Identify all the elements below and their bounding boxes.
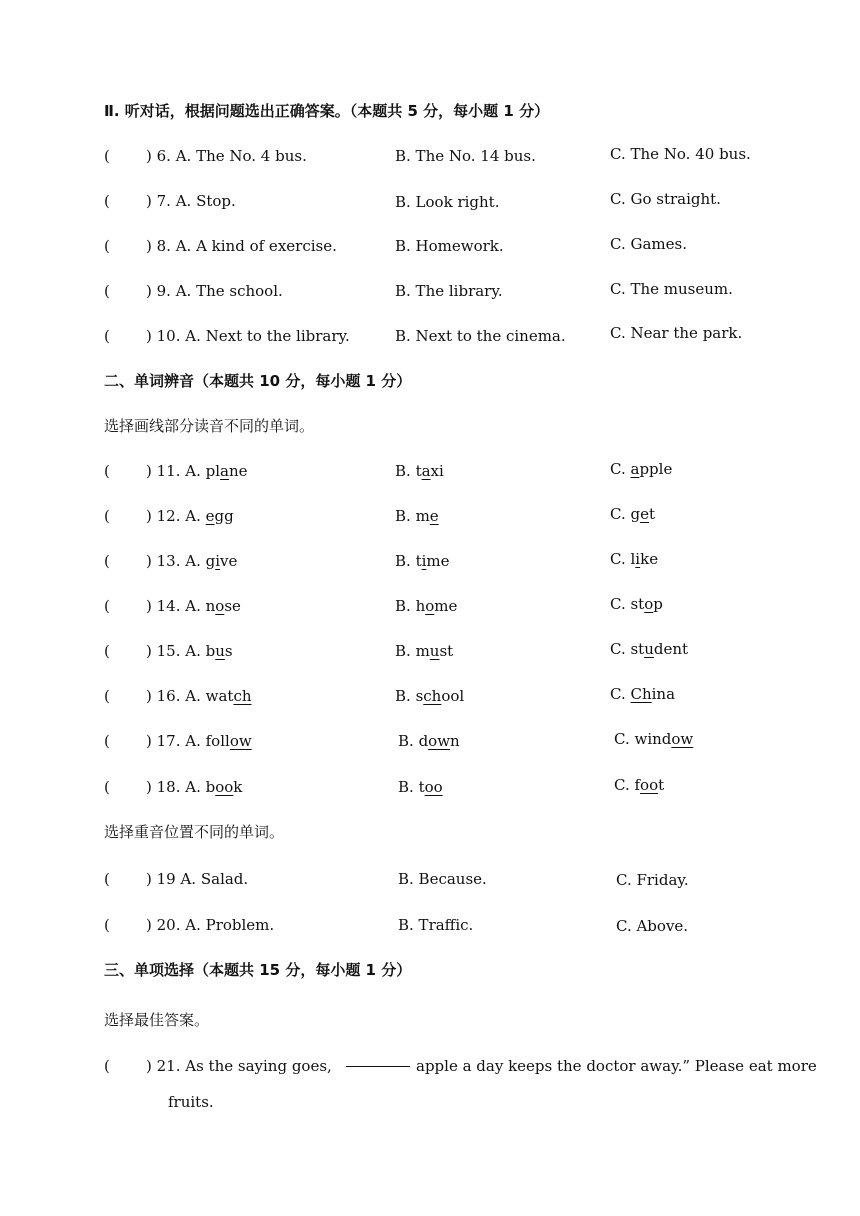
- answer-paren: (: [104, 916, 110, 934]
- underlined-letters: ch: [423, 687, 442, 705]
- question-text-cont: [340, 1056, 817, 1076]
- underlined-letters: Ch: [630, 685, 652, 703]
- answer-paren: (: [104, 462, 110, 480]
- instruction-phonics: 选择画线部分读音不同的单词。: [104, 417, 315, 435]
- question-option-c: C. The museum.: [610, 280, 733, 298]
- question-option-a: ) 20. A. Problem.: [146, 916, 275, 934]
- option-word: egg: [205, 507, 234, 525]
- answer-paren: (: [104, 778, 110, 796]
- question-option-a: ) 16. A. watch: [146, 687, 252, 705]
- answer-paren: (: [104, 597, 110, 615]
- question-option-c: C. like: [610, 550, 659, 568]
- question-option-b: B. down: [398, 732, 460, 750]
- answer-paren: (: [104, 507, 110, 525]
- question-option-c: C. student: [610, 640, 689, 658]
- question-option-a: ) 12. A. egg: [146, 507, 234, 525]
- question-text-wrap: fruits.: [168, 1093, 214, 1111]
- option-word: taxi: [415, 462, 444, 480]
- underlined-letters: a: [630, 460, 640, 478]
- phonics-row: [104, 686, 252, 706]
- question-option-b: B. taxi: [395, 462, 444, 480]
- question-row: [104, 869, 249, 889]
- question-option-b: B. The No. 14 bus.: [395, 147, 536, 165]
- question-row: [104, 915, 275, 935]
- underlined-letters: oo: [424, 778, 443, 796]
- question-text: ) 21. As the saying goes,: [146, 1057, 332, 1075]
- question-option-b: B. must: [395, 642, 454, 660]
- question-option-a: ) 19 A. Salad.: [146, 870, 249, 888]
- question-option-c: C. get: [610, 505, 656, 523]
- question-option-a: ) 10. A. Next to the library.: [146, 327, 350, 345]
- underlined-letters: o: [215, 597, 225, 615]
- question-option-c: C. window: [614, 730, 694, 748]
- question-row: [104, 1056, 332, 1076]
- underlined-letters: i: [215, 552, 221, 570]
- underlined-letters: oo: [640, 776, 659, 794]
- question-option-c: C. apple: [610, 460, 673, 478]
- question-option-a: ) 17. A. follow: [146, 732, 252, 750]
- question-option-a: ) 8. A. A kind of exercise.: [146, 237, 337, 255]
- question-option-b: B. The library.: [395, 282, 503, 300]
- phonics-row: [104, 731, 252, 751]
- question-option-c: C. Go straight.: [610, 190, 721, 208]
- question-row: [104, 326, 350, 346]
- question-option-b: B. time: [395, 552, 450, 570]
- question-option-b: B. too: [398, 778, 443, 796]
- question-option-c: C. Near the park.: [610, 324, 743, 342]
- question-row: [104, 146, 307, 166]
- answer-paren: (: [104, 870, 110, 888]
- option-word: foot: [634, 776, 665, 794]
- question-option-b: B. Traffic.: [398, 916, 474, 934]
- question-option-a: ) 7. A. Stop.: [146, 192, 236, 210]
- section-heading-phonics: 二、单词辨音（本题共 10 分，每小题 1 分）: [104, 372, 412, 390]
- answer-paren: (: [104, 552, 110, 570]
- underlined-letters: i: [421, 552, 427, 570]
- answer-paren: (: [104, 642, 110, 660]
- option-word: home: [415, 597, 458, 615]
- underlined-letters: ow: [428, 732, 451, 750]
- question-option-a: ) 11. A. plane: [146, 462, 248, 480]
- question-option-c: C. China: [610, 685, 676, 703]
- phonics-row: [104, 506, 234, 526]
- question-option-a: ) 9. A. The school.: [146, 282, 283, 300]
- answer-paren: (: [104, 237, 110, 255]
- option-word: China: [630, 685, 676, 703]
- question-option-a: ) 6. A. The No. 4 bus.: [146, 147, 307, 165]
- option-word: apple: [630, 460, 673, 478]
- question-option-c: C. The No. 40 bus.: [610, 145, 751, 163]
- question-text-rest: apple a day keeps the doctor away.” Please eat more: [416, 1057, 817, 1075]
- underlined-letters: ow: [671, 730, 694, 748]
- question-option-b: B. school: [395, 687, 465, 705]
- phonics-row: [104, 551, 238, 571]
- underlined-letters: a: [421, 462, 431, 480]
- phonics-row: [104, 596, 241, 616]
- phonics-row: [104, 641, 233, 661]
- question-row: [104, 281, 283, 301]
- question-option-b: B. home: [395, 597, 458, 615]
- question-option-b: B. Because.: [398, 870, 487, 888]
- underlined-letters: i: [635, 550, 641, 568]
- underlined-letters: o: [644, 595, 654, 613]
- option-word: school: [415, 687, 465, 705]
- phonics-row: [104, 777, 243, 797]
- section-heading-single-choice: 三、单项选择（本题共 15 分，每小题 1 分）: [104, 961, 412, 979]
- underlined-letters: ow: [229, 732, 252, 750]
- option-word: get: [630, 505, 656, 523]
- question-option-c: C. Above.: [616, 917, 689, 935]
- option-word: book: [205, 778, 243, 796]
- answer-paren: (: [104, 192, 110, 210]
- answer-paren: (: [104, 732, 110, 750]
- question-option-c: C. Friday.: [616, 871, 689, 889]
- answer-paren: (: [104, 687, 110, 705]
- question-row: [104, 236, 337, 256]
- question-option-c: C. foot: [614, 776, 665, 794]
- question-option-c: C. Games.: [610, 235, 687, 253]
- question-option-a: ) 15. A. bus: [146, 642, 233, 660]
- answer-paren: (: [104, 282, 110, 300]
- option-word: time: [415, 552, 450, 570]
- underlined-letters: ch: [233, 687, 252, 705]
- option-word: follow: [205, 732, 252, 750]
- answer-blank: [346, 1066, 410, 1067]
- underlined-letters: u: [215, 642, 225, 660]
- section-heading-listening: Ⅱ. 听对话，根据问题选出正确答案。（本题共 5 分，每小题 1 分）: [104, 102, 550, 120]
- option-word: nose: [205, 597, 241, 615]
- phonics-row: [104, 461, 248, 481]
- underlined-letters: a: [220, 462, 229, 480]
- question-option-c: C. stop: [610, 595, 663, 613]
- option-word: stop: [630, 595, 663, 613]
- question-option-a: ) 13. A. give: [146, 552, 238, 570]
- answer-paren: (: [104, 327, 110, 345]
- option-word: me: [415, 507, 439, 525]
- question-row: [104, 191, 236, 211]
- answer-paren: (: [104, 147, 110, 165]
- option-word: down: [418, 732, 460, 750]
- instruction-single-choice: 选择最佳答案。: [104, 1011, 210, 1029]
- answer-paren: (: [104, 1057, 110, 1075]
- option-word: like: [630, 550, 659, 568]
- question-option-b: B. me: [395, 507, 439, 525]
- option-word: bus: [205, 642, 233, 660]
- question-option-b: B. Homework.: [395, 237, 504, 255]
- option-word: window: [634, 730, 694, 748]
- instruction-stress: 选择重音位置不同的单词。: [104, 823, 285, 841]
- underlined-letters: e: [429, 507, 439, 525]
- question-option-b: B. Next to the cinema.: [395, 327, 566, 345]
- option-word: must: [415, 642, 454, 660]
- underlined-letters: o: [425, 597, 435, 615]
- question-option-a: ) 18. A. book: [146, 778, 243, 796]
- underlined-letters: u: [429, 642, 440, 660]
- question-option-a: ) 14. A. nose: [146, 597, 241, 615]
- underlined-letters: oo: [215, 778, 234, 796]
- underlined-letters: e: [205, 507, 215, 525]
- question-option-b: B. Look right.: [395, 193, 500, 211]
- option-word: watch: [205, 687, 252, 705]
- option-word: plane: [205, 462, 248, 480]
- underlined-letters: e: [640, 505, 649, 523]
- option-word: too: [418, 778, 443, 796]
- underlined-letters: u: [644, 640, 654, 658]
- option-word: give: [205, 552, 238, 570]
- option-word: student: [630, 640, 689, 658]
